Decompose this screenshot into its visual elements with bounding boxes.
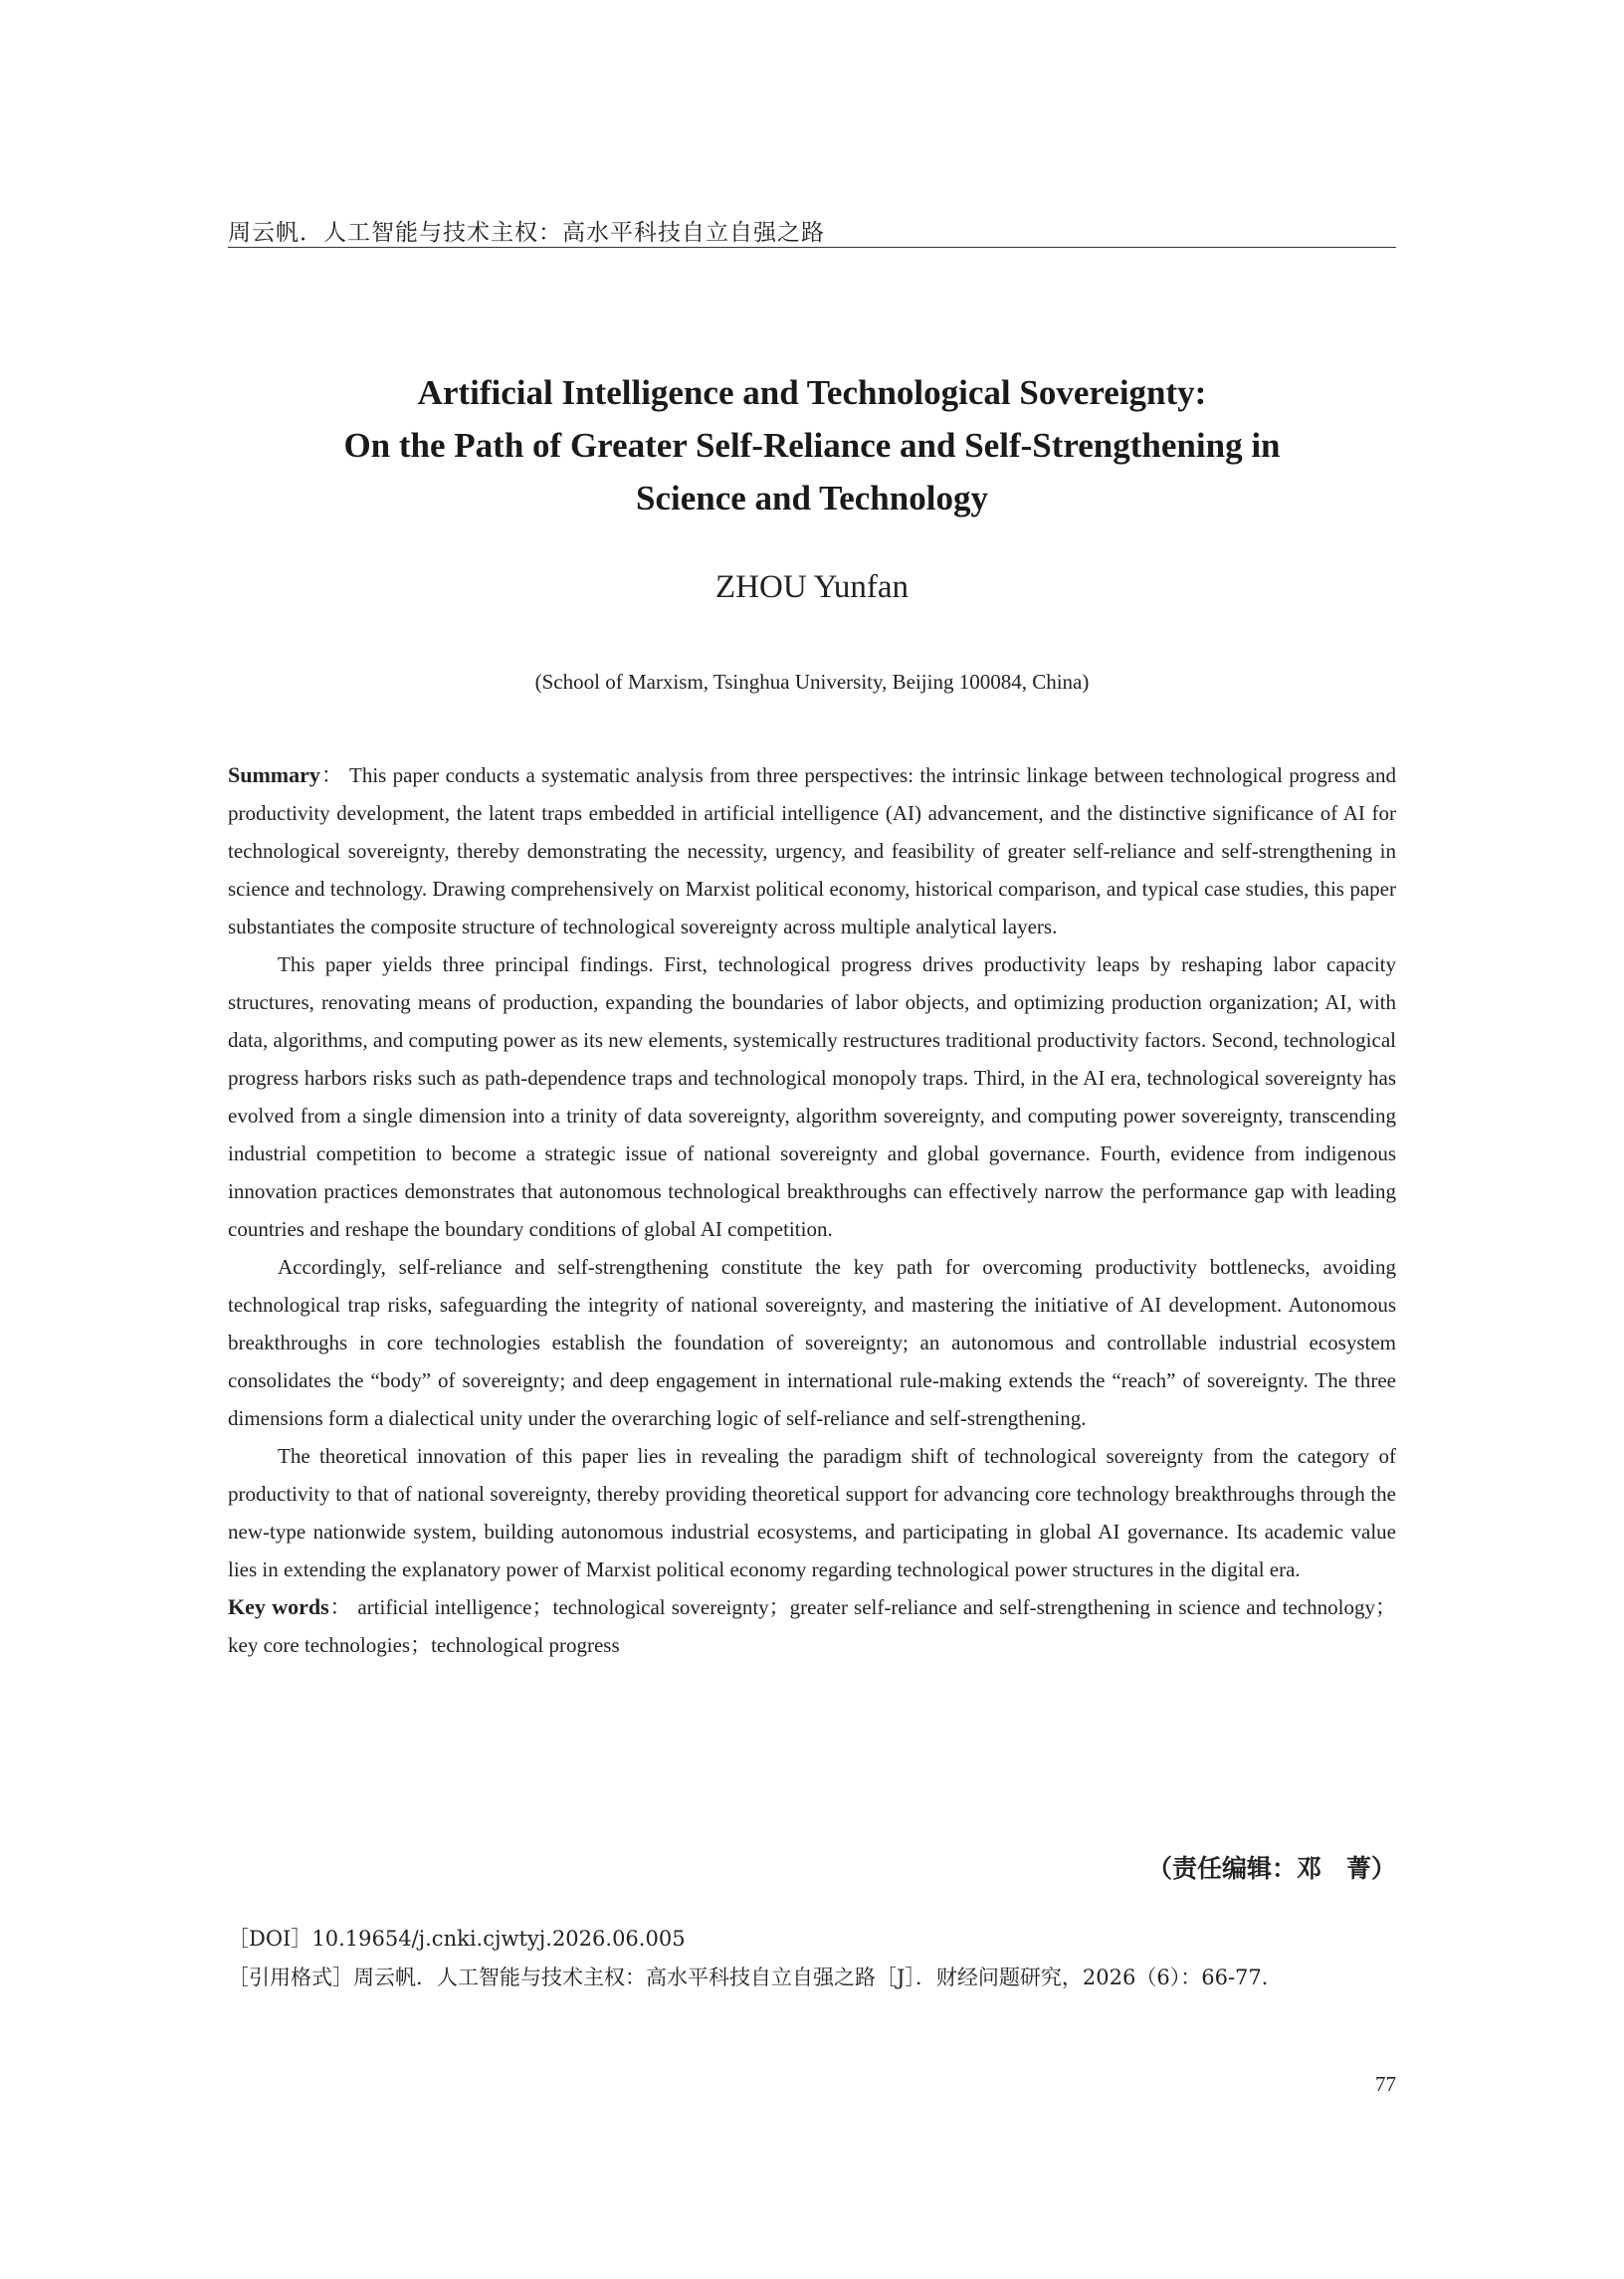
keywords-label-separator: ： [328,1595,352,1619]
summary-paragraph-1 [228,756,1396,945]
summary-paragraph-2: This paper yields three principal findings. First, technological progress drives productivity leaps by reshaping labor capacity structures, renovating means of production, expanding the boundaries of labor objects, and optimizing production organization; AI, with data, algorithms, and computing power as its new elements, systemically restructures traditional productivity factors. Second, technological progress harbors risks such as path-dependence traps and technological monopoly traps. Third, in the AI era, technological sovereignty has evolved from a single dimension into a trinity of data sovereignty, algorithm sovereignty, and computing power sovereignty, transcending industrial competition to become a strategic issue of national sovereignty and global governance. Fourth, evidence from indigenous innovation practices demonstrates that autonomous technological breakthroughs can effectively narrow the performance gap with leading countries and reshape the boundary conditions of global AI competition. [228,952,1396,1241]
keywords-text: artificial intelligence；technological sovereignty；greater self-reliance and self-strengthening in science and technology；key core technologies；technological progress [228,1595,1397,1657]
responsible-editor-note: （责任编辑：邓 菁） [1146,1854,1396,1883]
summary-text-1: This paper conducts a systematic analysis from three perspectives: the intrinsic linkage between technological progress and productivity development, the latent traps embedded in artificial intelligence (AI) advancement, and the distinctive significance of AI for technological sovereignty, thereby demonstrating the necessity, urgency, and feasibility of greater self-reliance and self-strengthening in science and technology. Drawing comprehensively on Marxist political economy, historical comparison, and typical case studies, this paper substantiates the composite structure of technological sovereignty across multiple analytical layers. [228,763,1397,938]
summary-label: Summary [228,762,320,787]
title-line-2: On the Path of Greater Self-Reliance and Self-Strengthening in [343,426,1281,465]
keywords-paragraph [228,1588,1396,1664]
author-name: ZHOU Yunfan [715,569,909,605]
summary-paragraph-3: Accordingly, self-reliance and self-strengthening constitute the key path for overcoming productivity bottlenecks, avoiding technological trap risks, safeguarding the integrity of national sovereignty, and mastering the initiative of AI development. Autonomous breakthroughs in core technologies establish the foundation of sovereignty; an autonomous and controllable industrial ecosystem consolidates the “body” of sovereignty; and deep engagement in international rule-making extends the “reach” of sovereignty. The three dimensions form a dialectical unity under the overarching logic of self-reliance and self-strengthening. [228,1255,1396,1430]
keywords-label: Key words [228,1594,329,1619]
doi-line: ［DOI］10.19654/j.cnki.cjwtyj.2026.06.005 [228,1927,686,1951]
paper-title [228,366,1396,524]
title-line-3: Science and Technology [636,479,988,518]
author-affiliation: (School of Marxism, Tsinghua University, Beijing 100084, China) [534,670,1090,694]
summary-label-separator: ： [319,763,343,787]
summary-paragraph-4: The theoretical innovation of this paper lies in revealing the paradigm shift of technological sovereignty from the category of productivity to that of national sovereignty, thereby providing theoretical support for advancing core technology breakthroughs through the new-type nationwide system, building autonomous industrial ecosystems, and participating in global AI governance. Its academic value lies in extending the explanatory power of Marxist political economy regarding technological power structures in the digital era. [228,1444,1396,1581]
citation-line: ［引用格式］周云帆．人工智能与技术主权：高水平科技自立自强之路［J］．财经问题研究，2026（6）：66-77． [228,1966,1283,1989]
page-number: 77 [1375,2072,1396,2096]
header-rule [228,247,1396,248]
running-header: 周云帆．人工智能与技术主权：高水平科技自立自强之路 [228,220,825,246]
abstract [228,756,1396,1664]
title-line-1: Artificial Intelligence and Technological Sovereignty: [417,373,1207,412]
